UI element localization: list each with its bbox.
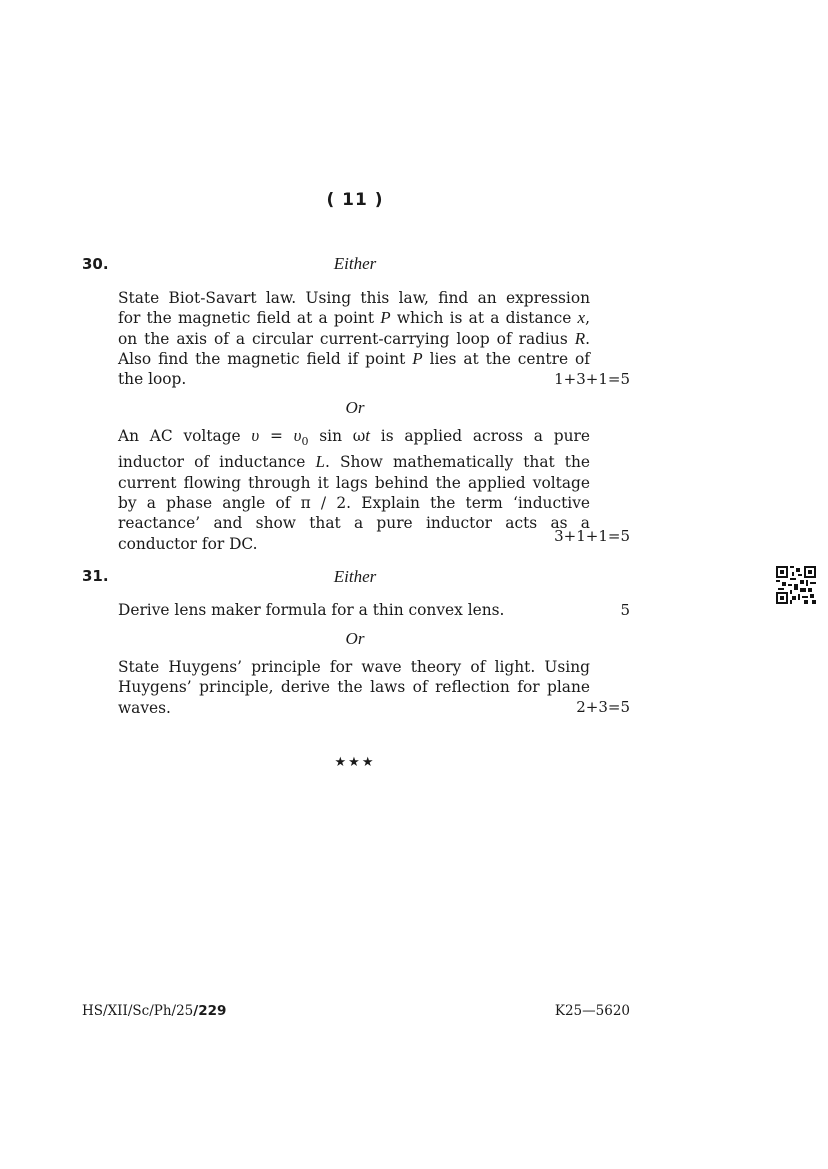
- footer-code-number: /229: [193, 1003, 227, 1019]
- question-30-part-b: [118, 426, 590, 554]
- footer-code-prefix: HS/XII/Sc/Ph/25: [82, 1003, 194, 1019]
- question-31-part-b-line: Huygens’ principle, derive the laws of reflection for plane: [118, 678, 590, 697]
- question-30-or: Or: [345, 398, 365, 417]
- question-30-part-b-line: An AC voltage $\upsilon = \upsilon_0$ sin ωt is applied across a pure: [118, 426, 590, 449]
- question-31-part-a-line: Derive lens maker formula for a thin convex lens.: [118, 601, 505, 619]
- end-of-paper-stars: ★★★: [334, 755, 376, 770]
- question-30-part-a-marks: 1+3+1=5: [554, 370, 630, 388]
- question-30-part-b-line: by a phase angle of π / 2. Explain the term ‘inductive: [118, 493, 590, 512]
- question-31-part-b-line: waves.: [118, 698, 171, 717]
- question-31-part-a-marks: 5: [620, 601, 630, 619]
- question-31-part-b-line: State Huygens’ principle for wave theory of light. Using: [118, 658, 590, 676]
- question-31-number: 31.: [82, 567, 109, 585]
- footer-batch-code: K25—5620: [554, 1003, 630, 1019]
- question-30-part-a-line: Also find the magnetic field if point P lies at the centre of: [118, 348, 590, 368]
- question-30-part-b-line: conductor for DC.: [118, 534, 258, 553]
- question-31-either: Either: [333, 567, 377, 586]
- question-30-part-a: [118, 288, 590, 389]
- question-30-part-a-line: for the magnetic field at a point P which is at a distance x,: [118, 308, 590, 328]
- footer-paper-code: [82, 1003, 226, 1019]
- question-31-part-b: [118, 657, 590, 718]
- question-30-part-b-line: reactance’ and show that a pure inductor acts as a: [118, 514, 590, 533]
- question-30-either: Either: [333, 254, 377, 273]
- question-30-part-b-marks: 3+1+1=5: [554, 527, 630, 545]
- question-30-part-b-line: current flowing through it lags behind the applied voltage: [118, 473, 590, 492]
- question-31-part-a: [118, 600, 590, 620]
- question-30-part-a-line: on the axis of a circular current-carrying loop of radius R.: [118, 328, 590, 348]
- question-30-part-a-line: State Biot-Savart law. Using this law, find an expression: [118, 289, 590, 307]
- question-30-number: 30.: [82, 255, 109, 273]
- question-30-part-a-line: the loop.: [118, 370, 187, 389]
- qr-code-icon: [776, 566, 816, 604]
- question-30-part-b-line: inductor of inductance L. Show mathematically that the: [118, 452, 590, 472]
- page-number: ( 11 ): [326, 190, 384, 210]
- question-31-or: Or: [345, 629, 365, 648]
- question-31-part-b-marks: 2+3=5: [576, 698, 630, 716]
